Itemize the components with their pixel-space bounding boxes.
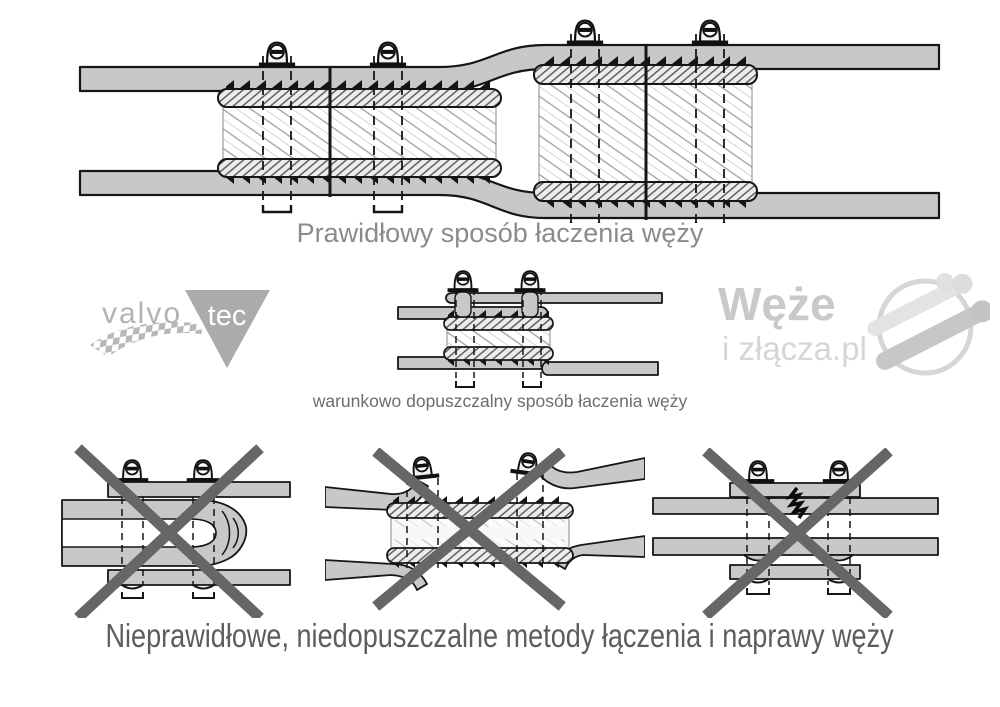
caption-conditional-text: warunkowo dopuszczalny sposób łaczenia węży <box>312 391 688 411</box>
diagram-cracked-hose-patch-crossed <box>645 448 945 618</box>
caption-incorrect <box>0 617 1000 655</box>
caption-conditional <box>0 391 1000 412</box>
hose-badge-icon <box>857 270 990 375</box>
correct-connection-diagram <box>0 8 1000 223</box>
valvotec-wordmark: valvo <box>102 297 183 330</box>
coupling <box>444 310 553 366</box>
lower-hose <box>80 171 939 218</box>
clamp-head-icon <box>259 43 295 67</box>
caption-correct <box>0 218 1000 249</box>
diagram-kinked-coupling-crossed <box>325 448 645 618</box>
weze-subtitle: i złącza.pl <box>722 330 867 367</box>
weze-title: Węże <box>718 278 836 330</box>
conditional-connection-diagram <box>380 262 670 394</box>
valvotec-tec-label: tec <box>207 300 247 332</box>
prohibition-cross-icon <box>710 455 885 612</box>
clamp-head-icon <box>692 21 728 45</box>
clamp-head-icon <box>370 43 406 67</box>
clamp-head-icon <box>567 21 603 45</box>
caption-incorrect-text: Nieprawidłowe, niedopuszczalne metody łączenia i naprawy węży <box>105 617 895 654</box>
valvotec-logo <box>90 283 285 378</box>
clamp-head-icon <box>116 460 149 482</box>
inner-hose <box>62 500 246 566</box>
upper-hose <box>80 45 939 91</box>
coupling-left <box>218 67 501 197</box>
diagram-hose-in-hose-crossed <box>50 443 330 618</box>
clamp-head-icon <box>515 271 546 292</box>
caption-correct-text: Prawidłowy sposób łaczenia węży <box>296 218 704 248</box>
clamp-head-icon <box>448 271 479 292</box>
weze-izlacza-logo <box>700 270 990 382</box>
clamp-head-icon <box>742 461 775 483</box>
clamp-head-icon <box>187 460 220 482</box>
